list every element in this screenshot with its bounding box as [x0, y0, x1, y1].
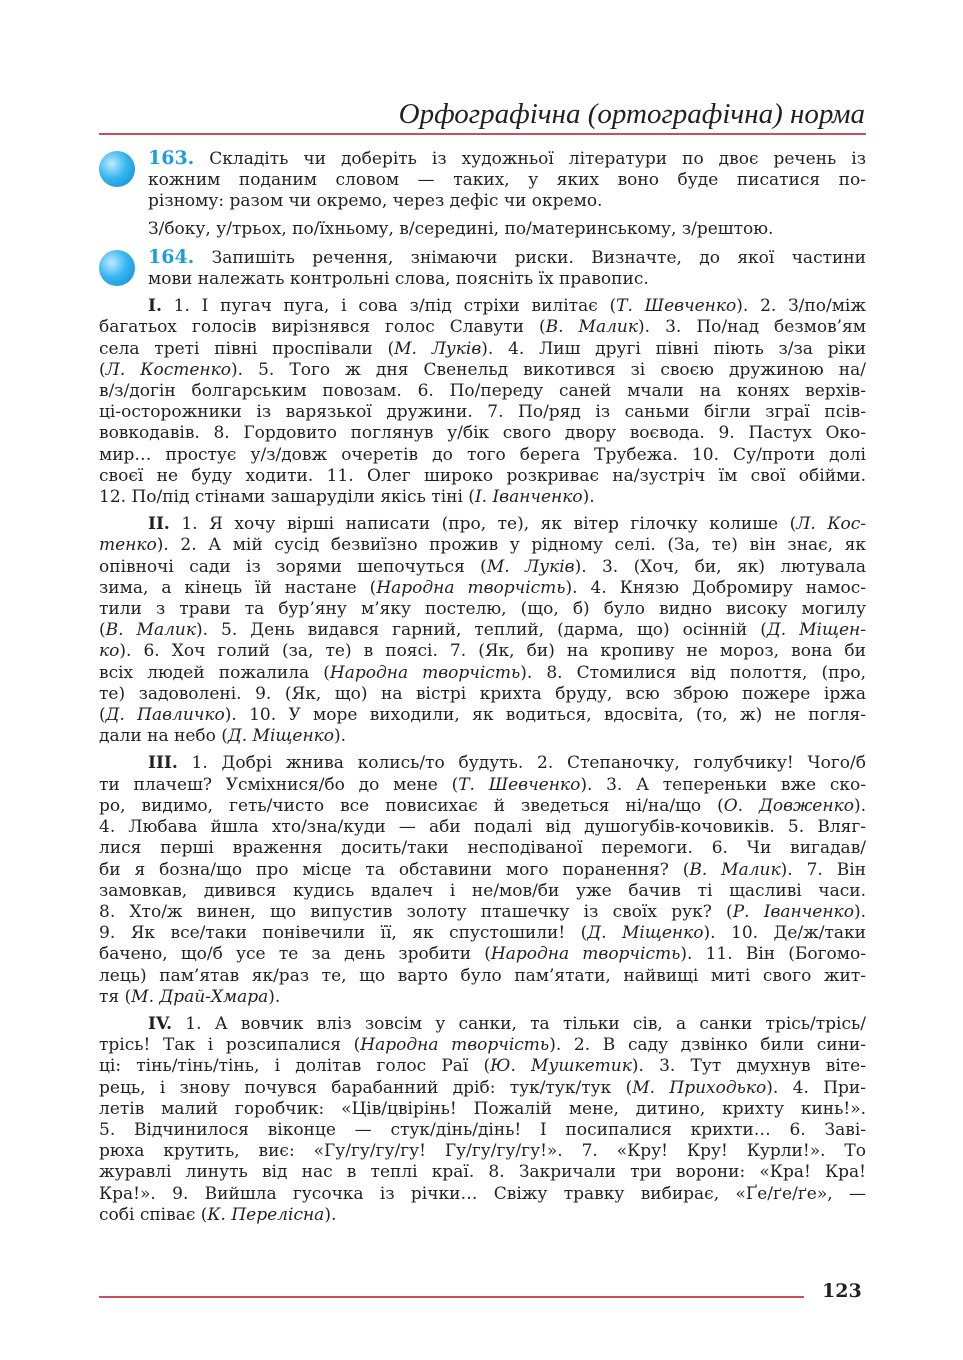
text-line: те) задоволені. 9. (Як, що) на вістрі крихта бруду, всю зброю пожере іржа [99, 683, 866, 704]
text-line: дали на небо (Д. Міщенко). [99, 726, 347, 747]
text-line: мир… простує у/з/довж очеретів до того берега Трубежа. 10. Су/проти долі [99, 444, 866, 465]
text-line: собі співає (К. Перелісна). [99, 1204, 337, 1225]
section-numeral: II. [148, 514, 170, 535]
text-line: лець) пам’ятав як/раз те, що варто було пам’ятати, найвищі миті свого жит- [99, 965, 866, 986]
word-list: З/боку, у/трьох, по/їхньому, в/середині, по/материнському, з/рештою. [148, 218, 774, 239]
section-numeral: III. [148, 753, 178, 774]
text-line: летів малий горобчик: «Ців/цвірінь! Пожалій мене, дитино, крихту кинь!». [99, 1098, 866, 1119]
task-marker-icon [99, 250, 135, 286]
task-line: мови належать контрольні слова, поясніть їх правопис. [148, 269, 649, 290]
task-163 [99, 148, 866, 213]
text-line: II. 1. Я хочу вірші написати (про, те), як вітер гілочку колише (Л. Кос- [148, 514, 866, 535]
text-line: багатьох голосів вирізнявся голос Славути (В. Малик). 3. По/над безмов’ям [99, 317, 867, 338]
text-line: ці: тінь/тінь/тінь, і долітав голос Раї (Ю. Мушкетик). 3. Тут дмухнув віте- [99, 1056, 866, 1077]
section-i [99, 296, 866, 508]
text-line: ро, видимо, геть/чисто все повисихає й зведеться ні/на/що (О. Довженко). [99, 795, 867, 816]
text-line: трісь! Так і розсипалися (Народна творчість). 2. В саду дзвінко били сини- [99, 1035, 866, 1056]
section-ii [99, 514, 866, 747]
text-line: (Д. Павличко). 10. У море виходили, як водиться, вдосвіта, (то, ж) не погля- [99, 705, 867, 726]
text-line: рець, і знову почувся барабанний дріб: тук/тук/тук (М. Приходько). 4. При- [99, 1077, 866, 1098]
text-line: тя (М. Драй-Хмара). [99, 986, 281, 1007]
text-line: 4. Любава йшла хто/зна/куди — аби подалі від душогубів-кочовиків. 5. Вляг- [99, 817, 866, 838]
task-number: 163. [148, 147, 195, 169]
task-text [148, 148, 866, 213]
page-number: 123 [822, 1280, 862, 1302]
text-line: вовкодавів. 8. Гордовито поглянув у/бік свого двору воєвода. 9. Пастух Око- [99, 423, 866, 444]
text-line: Кра!». 9. Вийшла гусочка із річки… Свіжу травку вибирає, «Ґе/ґе/ґе», — [99, 1183, 866, 1204]
text-line: III. 1. Добрі жнива колись/то будуть. 2. Степаночку, голубчику! Чого/б [148, 753, 866, 774]
section-numeral: IV. [148, 1013, 173, 1034]
task-line: 163. Складіть чи доберіть із художньої літератури по двоє речень із [148, 147, 866, 169]
text-line: тили з трави та бур’яну м’яку постелю, (що, б) було видно високу могилу [99, 599, 866, 620]
text-line: лися перші враження досить/таки несподіваної перемоги. 6. Чи вигадав/ [99, 838, 866, 859]
text-line: 12. По/під стінами зашаруділи якісь тіні (І. Іванченко). [99, 487, 595, 508]
text-line: опівночі сади із зорями шепочуться (М. Луків). 3. (Хоч, би, як) лютувала [99, 556, 866, 577]
text-line: своєї не буду ходити. 11. Олег широко розкриває на/зустріч їм свої обійми. [99, 465, 866, 486]
text-line: тенко). 2. А мій сусід безвиїзно прожив у рідному селі. (За, те) він знає, як [99, 535, 866, 556]
text-line: I. 1. І пугач пуга, і сова з/під стріхи вилітає (Т. Шевченко). 2. З/по/між [148, 296, 866, 317]
text-line: всіх людей пожалила (Народна творчість). 8. Стомилися від полоття, (про, [99, 662, 866, 683]
text-line: в/з/догін болгарським повозам. 6. По/переду саней мчали на конях верхів- [99, 381, 866, 402]
text-line: би я бозна/що про місце та обставини мого поранення? (В. Малик). 7. Він [99, 859, 866, 880]
text-line: 5. Відчинилося віконце — стук/дінь/дінь! І посипалися крихти… 6. Заві- [99, 1119, 866, 1140]
text-line: ко). 6. Хоч голий (за, те) в поясі. 7. (Як, би) на кропиву не мороз, вона би [99, 641, 866, 662]
text-line: села треті півні проспівали (М. Луків). 4. Лиш другі півні піють з/за ріки [99, 338, 866, 359]
text-line: (В. Малик). 5. День видався гарний, теплий, (дарма, що) осінній (Д. Міщен- [99, 620, 866, 641]
text-line: журавлі линуть від нас в теплі краї. 8. Закричали три ворони: «Кра! Кра! [99, 1162, 866, 1183]
text-line: ці-осторожники із варязької дружини. 7. По/ряд із саньми бігли зграї псів- [99, 402, 866, 423]
text-line: бачено, що/б усе те за день зробити (Народна творчість). 11. Він (Богомо- [99, 944, 866, 965]
text-line: (Л. Костенко). 5. Того ж дня Свенельд викотився зі своєю дружиною на/ [99, 359, 867, 380]
page-content [99, 148, 866, 1232]
task-line: 164. Запишіть речення, знімаючи риски. Визначте, до якої частини [148, 245, 866, 268]
task-line: кожним поданим словом — таких, у яких воно буде писатися по- [148, 170, 866, 191]
text-line: замовкав, дивився кудись вдалеч і не/мов/би уже бачив ті щасливі часи. [99, 880, 866, 901]
task-text [148, 247, 866, 290]
text-line: IV. 1. А вовчик вліз зовсім у санки, та тільки сів, а санки трісь/трісь/ [148, 1013, 866, 1034]
text-line: 8. Хто/ж винен, що випустив золоту пташечку із своїх рук? (Р. Іванченко). [99, 901, 866, 922]
section-numeral: I. [148, 296, 162, 317]
task-line: різному: разом чи окремо, через дефіс чи окремо. [148, 191, 603, 212]
page-header-title: Орфографічна (ортографічна) норма [398, 98, 865, 130]
text-line: зима, а кінець їй настане (Народна творчість). 4. Князю Добромиру намос- [99, 577, 866, 598]
text-line: ти плачеш? Усміхнися/бо до мене (Т. Шевченко). 3. А тепереньки вже ско- [99, 774, 867, 795]
header-divider [99, 133, 866, 135]
task-164 [99, 247, 866, 290]
text-line: 9. Як все/таки понівечили її, як спустошили! (Д. Міщенко). 10. Де/ж/таки [99, 923, 866, 944]
section-iv [99, 1014, 866, 1226]
footer-divider [99, 1296, 804, 1298]
task-marker-icon [99, 151, 135, 187]
section-iii [99, 753, 866, 1007]
text-line: рюха крутить, виє: «Гу/гу/гу/гу! Гу/гу/гу/гу!». 7. «Кру! Кру! Курли!». То [99, 1141, 866, 1162]
task-number: 164. [148, 245, 195, 268]
